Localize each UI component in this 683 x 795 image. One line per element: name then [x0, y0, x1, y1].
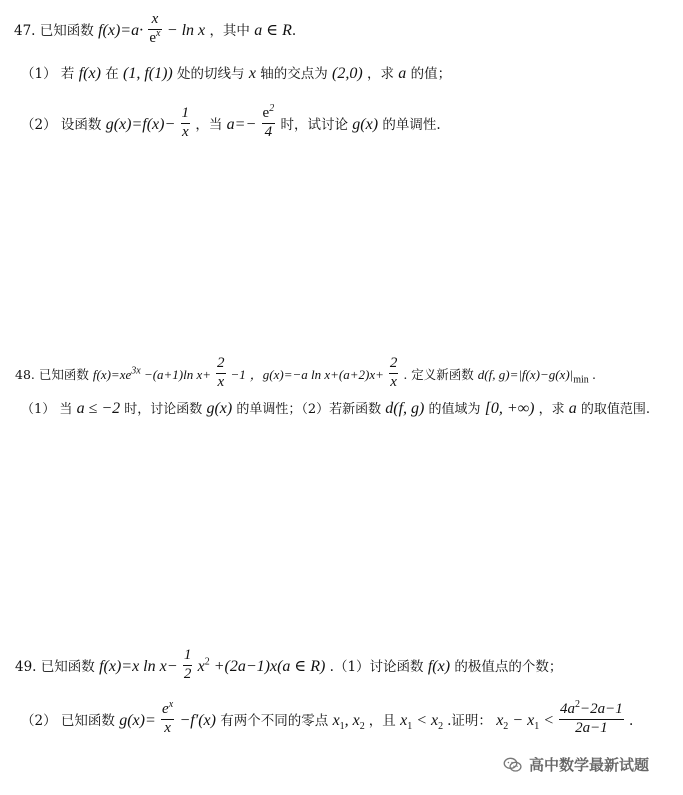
problem-48-part-1-math-d: [0, +∞): [484, 400, 535, 417]
problem-48-second-fraction: [389, 356, 399, 391]
problem-49-part-2: [21, 699, 634, 739]
problem-48-definition-math-sub: min: [573, 374, 589, 386]
problem-47-part-2: [21, 103, 441, 143]
problem-48-definition-text: . 定义新函数: [403, 366, 474, 382]
problem-48-fraction-denominator: x: [217, 373, 225, 390]
problem-48-number: 48.: [15, 366, 35, 382]
problem-49-part-2-text-a: 已知函数: [60, 712, 115, 729]
problem-47-fraction-denominator-power: x: [156, 27, 161, 39]
problem-48-end-punctuation: .: [592, 366, 597, 382]
problem-47-part-1: [21, 66, 451, 82]
problem-47-part-1-math-e: a: [398, 65, 407, 82]
problem-48-part-1-math-b: g(x): [206, 400, 233, 417]
problem-49-end-punctuation: .: [629, 712, 634, 729]
problem-49-part-2-order-right-subscript: 2: [438, 720, 444, 732]
problem-47-part-2-second-fraction-power: 2: [269, 103, 275, 114]
problem-47-fraction: [148, 12, 161, 47]
problem-48-function-main-a-base: f(x)=xe: [92, 366, 132, 382]
problem-48-definition-math: [477, 366, 592, 386]
problem-49-part-2-fraction-denominator: x: [164, 719, 171, 736]
problem-49-part-2-order-left-subscript: 1: [407, 720, 413, 732]
problem-49-function-main-b-power: 2: [204, 656, 210, 668]
problem-48-part-1-math-a: a ≤ −2: [76, 400, 121, 417]
problem-47-part-2-text-c: 时，试讨论: [280, 116, 348, 133]
problem-47-part-1-math-c: x: [248, 65, 256, 82]
problem-47-condition: ，其中: [209, 22, 250, 39]
watermark: [503, 754, 649, 775]
problem-47-fraction-denominator: [148, 27, 161, 47]
problem-48-function-main-a: [93, 367, 144, 382]
problem-48-function-main-c: −1: [230, 366, 246, 382]
problem-47-number: 47.: [14, 22, 36, 39]
problem-48-part-1-math-c: d(f, g): [385, 400, 425, 417]
problem-48-fraction: [216, 356, 226, 391]
problem-49-part-2-difference-right: − x: [508, 711, 535, 729]
problem-47-part-1-label: （1）: [21, 66, 57, 82]
problem-49-math-b: f(x): [427, 657, 451, 675]
problem-47-part-1-math-d: (2,0): [332, 65, 363, 82]
problem-47-part-2-math-a: g(x)=f(x)−: [105, 115, 176, 133]
problem-49-part-2-inequality-denominator: 2a−1: [575, 719, 608, 736]
problem-49-fraction-numerator: 1: [183, 648, 193, 666]
problem-48-part-1-text-b: 时，讨论函数: [124, 402, 203, 417]
problem-47-condition-math: a ∈ R: [254, 21, 292, 39]
problem-49-part-2-zero-1-subscript: 1: [339, 720, 345, 732]
problem-48-part-1-math-e: a: [568, 400, 577, 417]
problem-49-number: 49.: [15, 658, 37, 675]
problem-49-part-2-label: （2）: [21, 712, 57, 729]
problem-47-part-2-text-d: 的单调性.: [382, 116, 441, 133]
problem-48-function-main-b: −(a+1)ln x+: [143, 366, 212, 382]
problem-47-fraction-numerator: x: [148, 12, 161, 30]
problem-48-part-1-text-a: 当: [59, 402, 73, 417]
problem-48-second-function: ，g(x)=−a ln x+(a+2)x+: [249, 366, 384, 382]
problem-47-part-1-text-d: 轴的交点为: [260, 66, 328, 82]
problem-47-function-tail: − ln x: [166, 21, 206, 39]
problem-47-part-2-text-b: ，当: [195, 116, 223, 133]
problem-47-part-1-text-f: 的值；: [410, 66, 452, 82]
problem-49-part-2-less-than: <: [539, 711, 554, 729]
problem-47-part-2-math-b: a=−: [226, 115, 257, 133]
problem-49-function-main-b-base: x: [197, 657, 205, 675]
problem-47-part-2-text-a: 设函数: [60, 116, 102, 133]
problem-49-text-c: 的极值点的个数；: [454, 658, 563, 675]
problem-48-second-fraction-numerator: 2: [389, 356, 399, 374]
problem-47-part-1-text-e: ，求: [367, 66, 394, 82]
problem-49-intro: 已知函数: [40, 658, 95, 675]
problem-47-statement: 47. 已知函数 f(x)=a· $\frac{x}{e^x}$ − ln x ，其中 a ∈ R.: [14, 11, 297, 46]
problem-47-part-1-math-b: (1, f(1)): [122, 65, 173, 82]
problem-49-part-2-inequality-fraction: [559, 699, 624, 737]
problem-48-function-main-a-power: 3x: [131, 365, 141, 377]
problem-49-part-2-order-left: x: [400, 711, 408, 729]
problem-47-part-2-math-c: g(x): [352, 115, 379, 133]
problem-49-part-2-inequality-numerator-b: −2a−1: [580, 701, 623, 717]
problem-49-part-2-text-b: 有两个不同的零点: [220, 712, 329, 729]
problem-49-function-main-a: f(x)=x ln x−: [99, 657, 178, 675]
problem-49-function-main-b: [198, 658, 214, 675]
problem-48-part-1-label: （1）: [21, 402, 56, 417]
problem-49-part-2-math-b: −f′(x): [179, 711, 216, 729]
problem-49-part-2-fraction-base: e: [162, 701, 169, 717]
problem-48-second-fraction-denominator: x: [390, 373, 397, 390]
problem-49-part-2-difference-left-subscript: 2: [503, 720, 509, 732]
problem-47-part-2-second-fraction-base: e: [262, 105, 270, 121]
problem-47-part-2-second-fraction-numerator: [262, 103, 276, 124]
problem-49-part-2-zero-2-subscript: 2: [359, 720, 365, 732]
problem-49-part-2-zeros: [332, 711, 369, 732]
problem-48-definition-math-main: d(f, g)=|f(x)−g(x)|: [477, 366, 574, 382]
problem-47-part-1-text-c: 处的切线与: [177, 66, 245, 82]
problem-49-part-2-order: [400, 711, 447, 732]
problem-49-text-b: .（1）讨论函数: [329, 658, 424, 675]
problem-47-fraction-denominator-base: e: [149, 29, 157, 46]
problem-49-function-main-c: +(2a−1)x(a ∈ R): [213, 657, 326, 675]
problem-49-part-2-math-a: g(x)=: [119, 711, 156, 729]
problem-49-part-2-text-d: .证明：: [447, 712, 492, 729]
problem-47-part-2-label: （2）: [21, 116, 57, 133]
problem-49-part-2-difference-left: x: [496, 711, 504, 729]
wechat-icon: [503, 755, 523, 775]
problem-48-statement: [15, 355, 597, 393]
problem-47-part-1-text-b: 在: [105, 66, 119, 82]
problem-49-fraction-denominator: 2: [183, 665, 192, 682]
problem-47-part-1-math-a: f(x): [78, 65, 101, 82]
problem-47-intro: 已知函数: [39, 22, 94, 39]
problem-47-part-2-second-fraction: [262, 103, 276, 141]
problem-49-part-2-inequality-numerator-a: 4a: [560, 701, 575, 717]
problem-48-part-1-text-e: ，求: [538, 402, 565, 417]
problem-49-part-2-inequality-numerator-power: 2: [575, 699, 580, 710]
watermark-text: 高中数学最新试题: [529, 756, 650, 774]
problem-49-part-2-difference-right-subscript: 1: [534, 720, 540, 732]
problem-48-fraction-numerator: 2: [216, 356, 226, 374]
problem-48-part-1-text-f: 的取值范围.: [580, 402, 651, 417]
problem-49-part-2-difference: [496, 711, 558, 732]
problem-49-part-2-order-right: < x: [412, 711, 439, 729]
problem-48-part-1-text-d: 的值域为: [428, 402, 481, 417]
problem-48-parts: [21, 401, 650, 417]
problem-49-part-2-zero-2: , x: [344, 711, 360, 729]
problem-49-part-2-inequality-numerator: [559, 699, 624, 720]
problem-48-part-1-text-c: 的单调性；（2）若新函数: [236, 402, 382, 417]
problem-47-function-main: f(x)=a·: [98, 21, 144, 39]
problem-49-part-2-text-c: ，且: [368, 712, 396, 729]
problem-49-statement: [15, 647, 563, 685]
problem-49-part-2-zero-1: x: [332, 711, 340, 729]
problem-48-intro: 已知函数: [38, 366, 89, 382]
problem-47-part-2-fraction: [181, 106, 191, 141]
problem-49-part-2-fraction: [161, 699, 174, 737]
problem-47-part-2-second-fraction-denominator: 4: [264, 123, 273, 140]
problem-47-part-2-fraction-numerator: 1: [181, 106, 191, 124]
problem-47-part-1-text-a: 若: [60, 66, 75, 82]
problem-47-part-2-fraction-denominator: x: [181, 123, 189, 140]
problem-49-fraction: [183, 648, 193, 683]
problem-49-part-2-fraction-power: x: [168, 699, 174, 710]
problem-49-part-2-fraction-numerator: [161, 699, 174, 720]
